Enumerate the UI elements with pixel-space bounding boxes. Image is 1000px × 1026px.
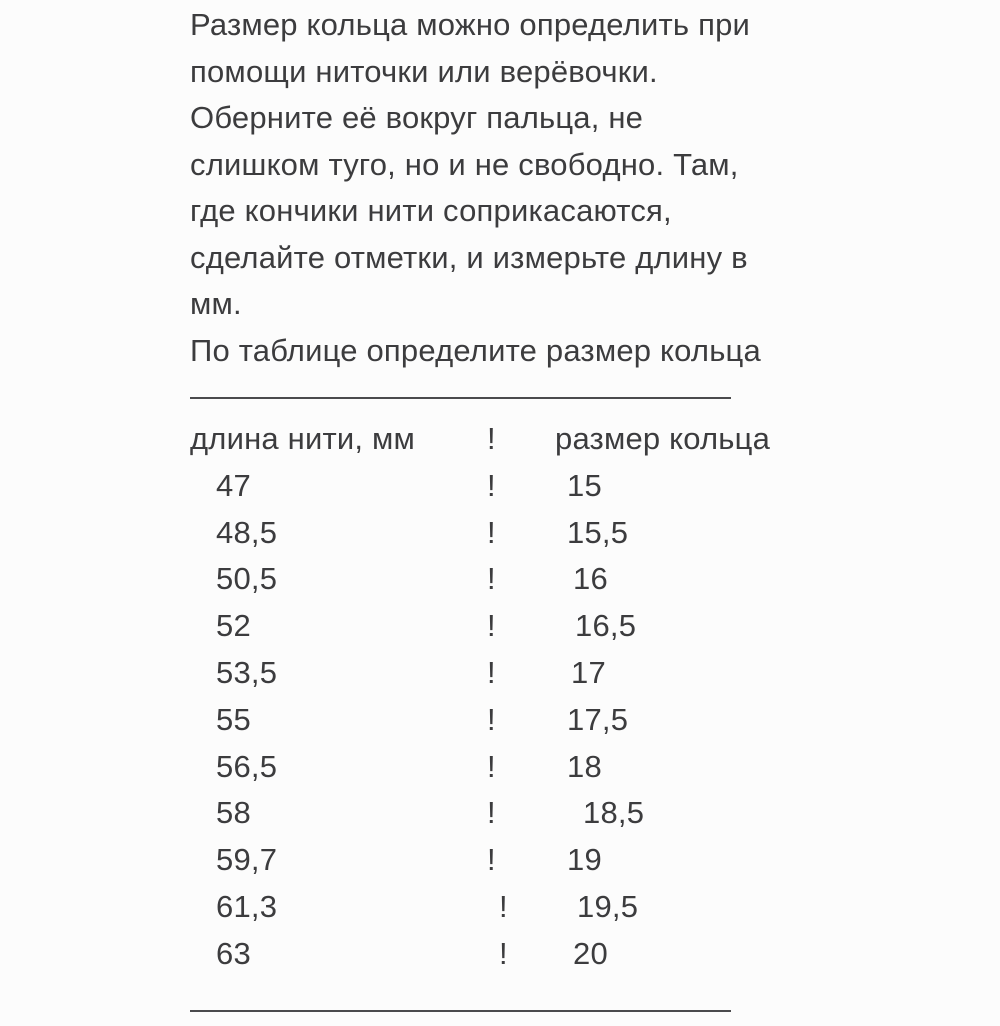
thread-length-value: 47 bbox=[216, 467, 251, 503]
thread-length-value: 56,5 bbox=[216, 748, 278, 784]
row-separator: ! bbox=[487, 654, 496, 690]
table-row bbox=[190, 650, 1000, 697]
intro-line: По таблице определите размер кольца bbox=[190, 332, 761, 368]
bottom-divider: —————————————————— bbox=[190, 990, 730, 1026]
thread-length-value: 58 bbox=[216, 795, 251, 831]
top-divider: —————————————————— bbox=[190, 378, 730, 413]
thread-length-value: 63 bbox=[216, 935, 251, 971]
table-row bbox=[190, 697, 1000, 744]
thread-length-value: 50,5 bbox=[216, 561, 278, 597]
row-separator: ! bbox=[487, 608, 496, 644]
table-row bbox=[190, 790, 1000, 837]
ring-size-value: 18 bbox=[567, 748, 602, 784]
intro-line: Оберните её вокруг пальца, не bbox=[190, 100, 644, 135]
intro-line: слишком туго, но и не свободно. Там, bbox=[190, 146, 739, 182]
table-row bbox=[190, 931, 1000, 978]
table-row bbox=[190, 510, 1000, 557]
intro-lines bbox=[190, 2, 1000, 374]
row-separator: ! bbox=[487, 795, 496, 831]
table-row bbox=[190, 837, 1000, 884]
table-row bbox=[190, 884, 1000, 931]
thread-length-value: 53,5 bbox=[216, 654, 278, 690]
intro-line: мм. bbox=[190, 286, 242, 321]
thread-length-value: 48,5 bbox=[216, 514, 278, 550]
row-separator: ! bbox=[487, 842, 496, 878]
ring-size-table bbox=[190, 416, 1000, 978]
ring-size-value: 15 bbox=[567, 467, 602, 503]
ring-size-value: 15,5 bbox=[567, 514, 629, 550]
intro-line: сделайте отметки, и измерьте длину в bbox=[190, 239, 748, 275]
intro-line: где кончики нити соприкасаются, bbox=[190, 193, 672, 228]
length-column-header: длина нити, мм bbox=[190, 421, 416, 456]
row-separator: ! bbox=[487, 701, 496, 737]
row-separator: ! bbox=[487, 467, 496, 503]
ring-size-value: 16,5 bbox=[575, 608, 637, 644]
table-row bbox=[190, 744, 1000, 791]
ring-size-value: 19 bbox=[567, 842, 602, 878]
table-row bbox=[190, 556, 1000, 603]
thread-length-value: 55 bbox=[216, 701, 251, 737]
thread-length-value: 61,3 bbox=[216, 888, 278, 924]
row-separator: ! bbox=[499, 888, 508, 924]
ring-size-value: 17 bbox=[571, 654, 606, 690]
thread-length-value: 52 bbox=[216, 608, 251, 644]
ring-size-value: 19,5 bbox=[577, 888, 639, 924]
size-column-header: размер кольца bbox=[555, 421, 771, 456]
intro-line: Размер кольца можно определить при bbox=[190, 7, 751, 42]
row-separator: ! bbox=[487, 514, 496, 550]
column-separator: ! bbox=[487, 421, 496, 456]
table-row bbox=[190, 463, 1000, 510]
ring-size-value: 16 bbox=[573, 561, 608, 597]
row-separator: ! bbox=[487, 561, 496, 597]
table-row bbox=[190, 603, 1000, 650]
table-body bbox=[190, 463, 1000, 978]
ring-size-value: 20 bbox=[573, 935, 608, 971]
thread-length-value: 59,7 bbox=[216, 842, 278, 878]
ring-size-value: 17,5 bbox=[567, 701, 629, 737]
row-separator: ! bbox=[499, 935, 508, 971]
ring-size-value: 18,5 bbox=[583, 795, 645, 831]
intro-line: помощи ниточки или верёвочки. bbox=[190, 53, 658, 89]
row-separator: ! bbox=[487, 748, 496, 784]
table-header-row bbox=[190, 416, 1000, 463]
